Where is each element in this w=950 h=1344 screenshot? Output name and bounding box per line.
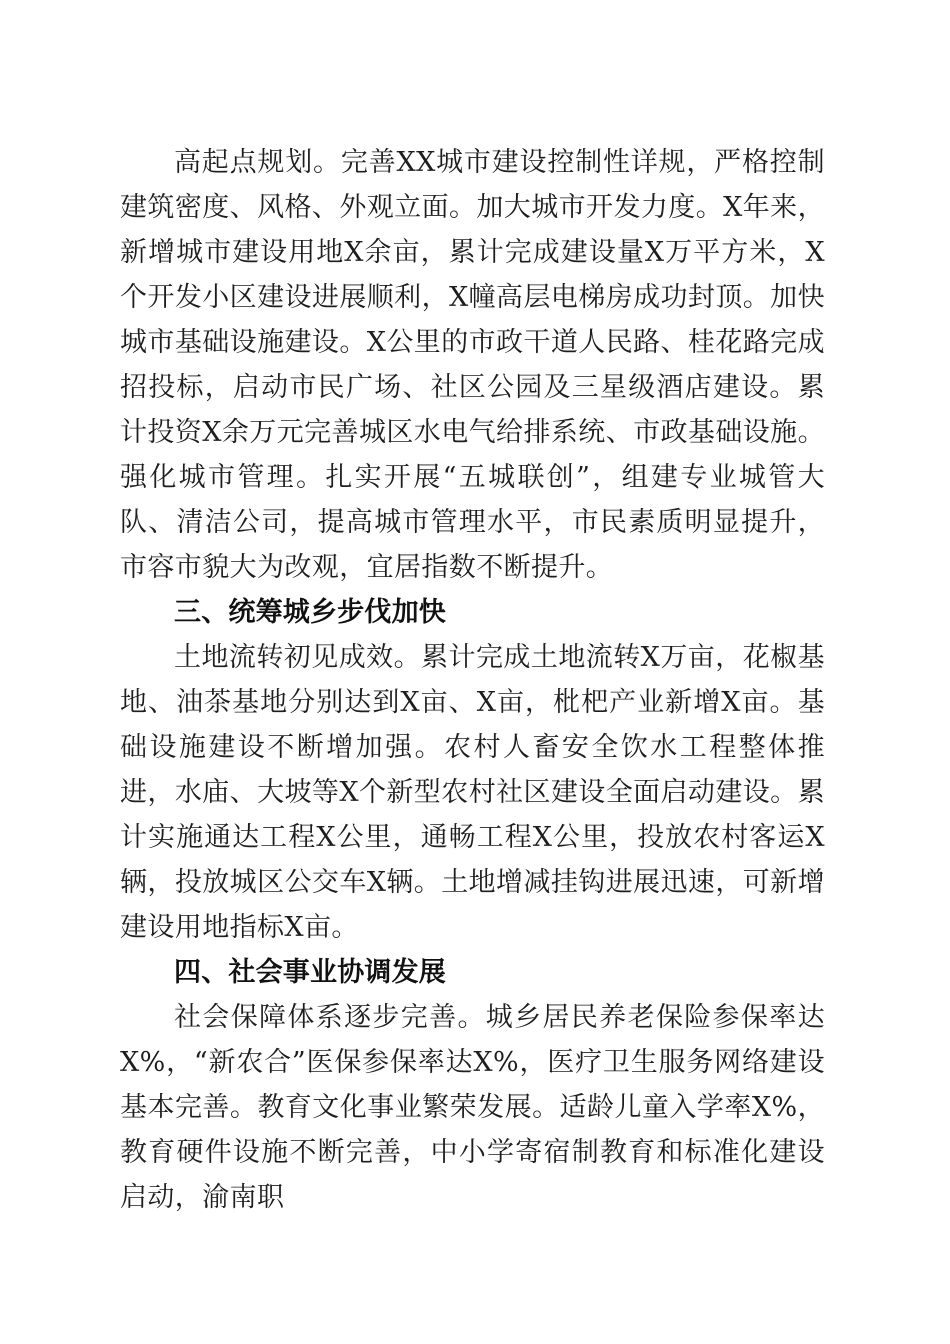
- paragraph-urban-planning: 高起点规划。完善XX城市建设控制性详规，严格控制建筑密度、风格、外观立面。加大城市开发力度。X年来，新增城市建设用地X余亩，累计完成建设量X万平方米，X个开发小区建设进展顺利，X幢高层电梯房成功封顶。加快城市基础设施建设。X公里的市政干道人民路、桂花路完成招投标，启动市民广场、社区公园及三星级酒店建设。累计投资X余万元完善城区水电气给排系统、市政基础设施。强化城市管理。扎实开展“五城联创”，组建专业城管大队、清洁公司，提高城市管理水平，市民素质明显提升，市容市貌大为改观，宜居指数不断提升。: [120, 147, 825, 583]
- paragraph-urban-rural-coordination: 土地流转初见成效。累计完成土地流转X万亩，花椒基地、油茶基地分别达到X亩、X亩，枇杷产业新增X亩。基础设施建设不断增加强。农村人畜安全饮水工程整体推进，水庙、大坡等X个新型农村社区建设全面启动建设。累计实施通达工程X公里，通畅工程X公里，投放农村客运X辆，投放城区公交车X辆。土地增减挂钩进展迅速，可新增建设用地指标X亩。: [120, 642, 825, 943]
- paragraph-social-undertakings: 社会保障体系逐步完善。城乡居民养老保险参保率达X%，“新农合”医保参保率达X%，医疗卫生服务网络建设基本完善。教育文化事业繁荣发展。适龄儿童入学率X%，教育硬件设施不断完善，中小学寄宿制教育和标准化建设启动，渝南职: [120, 1002, 825, 1213]
- heading-section-four: 四、社会事业协调发展: [174, 957, 446, 988]
- heading-section-three: 三、统筹城乡步伐加快: [174, 597, 446, 628]
- document-body: [120, 140, 825, 1220]
